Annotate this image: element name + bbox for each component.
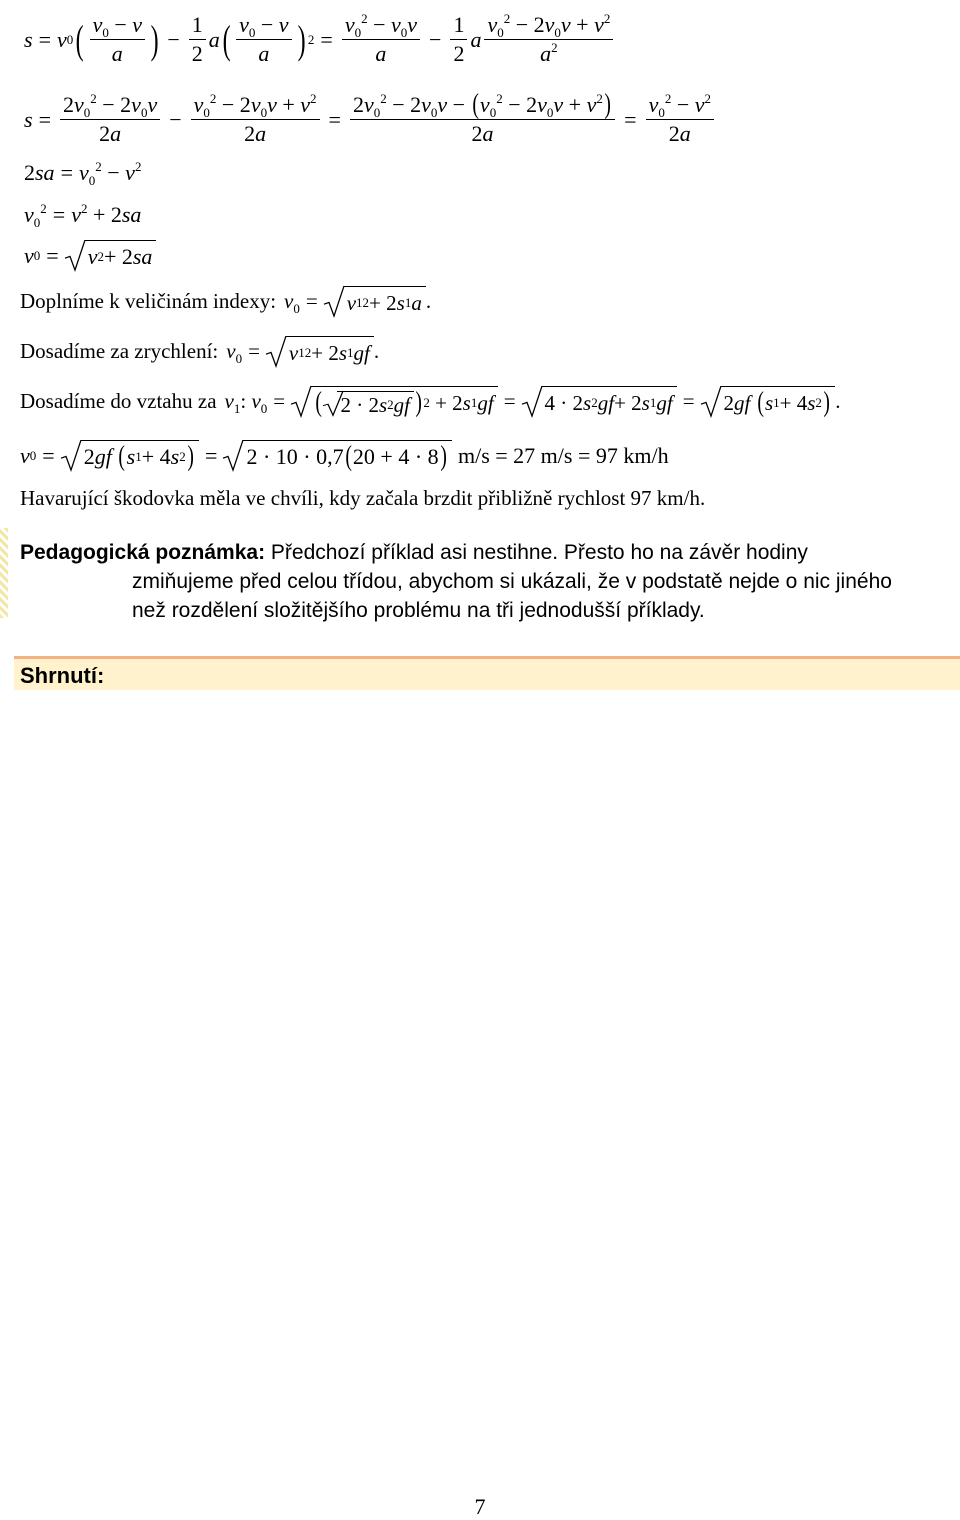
substitution-text: Dosadíme do vztahu za <box>20 389 217 413</box>
note-margin-marker <box>0 528 8 618</box>
summary-label: Shrnutí: <box>20 663 105 688</box>
equation-5: v 0 = v 2 + 2 sa <box>24 240 156 271</box>
equation-1: s = v 0 ( $\frac{v_0 - v}{a}$ ) − $\frac{1}{2}$ a ( $\frac{v_0 - v}{a}$ ) 2 = $\frac{v_0^2 - v_0v}{a}$ − $\frac{1}{2}$ a $\frac{v_0^2 - 2v_0v + v^2}{a^2}$ <box>24 12 616 67</box>
numeric-result-line: v 0 = 2 gf ( s 1 + 4 s 2 ) = 2 · 10 · 0,7 ( 20 + 4 · 8 ) m/s = 27 m/s = 97 km/h <box>20 441 669 472</box>
page-number: 7 <box>474 1494 486 1519</box>
conclusion-text: Havarující škodovka měla ve chvíli, kdy začala brzdit přibližně rychlost 97 km/h. <box>20 486 706 510</box>
indexes-text: Doplníme k veličinám indexy: <box>20 289 277 313</box>
equation-4: $v_0^2 = v^2 + 2sa$ <box>24 201 142 230</box>
acceleration-line: Dosadíme za zrychlení: $v_0$ = v 1 2 + 2 s 1 gf . <box>20 336 379 367</box>
indexes-line: Doplníme k veličinám indexy: $v_0$ = v 1 2 + 2 s 1 a . <box>20 286 431 317</box>
substitution-line: Dosadíme do vztahu za $v_1$: $v_0$ = ( 2 · 2 s 2 gf ) 2 + 2 s 1 gf = 4 · 2 s 2 gf + 2 s 1 gf = 2 gf ( s 1 + 4 s 2 ) . <box>20 387 841 418</box>
note-text-3: než rozdělení složitějšího problému na tři jednodušší příklady. <box>132 599 705 622</box>
acceleration-text: Dosadíme za zrychlení: <box>20 339 219 363</box>
equation-3: $2sa = v_0^2 - v^2$ <box>24 159 142 188</box>
note-title: Pedagogická poznámka: <box>20 541 266 564</box>
equation-2: s = $\frac{2v_0^2 - 2v_0v}{2a}$ − $\frac{v_0^2 - 2v_0v + v^2}{2a}$ = $\frac{2v_0^2 - 2v_0v - (v_0^2 - 2v_0v + v^2)}{2a}$ = $\frac{v_0^2 - v^2}{2a}$ <box>24 92 717 147</box>
note-line-1 <box>20 538 950 567</box>
note-text-2: zmiňujeme před celou třídou, abychom si ukázali, že v podstatě nejde o nic jiného <box>132 570 892 593</box>
summary-section-header <box>14 656 960 690</box>
result-units: m/s = 27 m/s = 97 km/h <box>457 442 669 468</box>
pedagogical-note <box>20 538 950 625</box>
note-text-1: Předchozí příklad asi nestihne. Přesto ho na závěr hodiny <box>270 541 808 564</box>
